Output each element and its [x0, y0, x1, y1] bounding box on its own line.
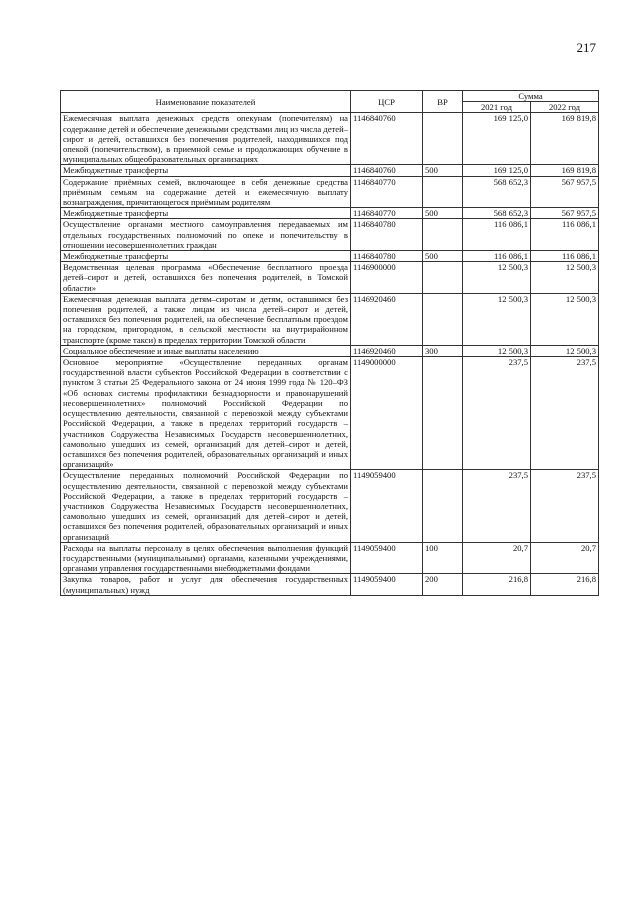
cell-2021: 237,5: [463, 470, 531, 542]
cell-name: Ежемесячная денежная выплата детям–сиротам и детям, оставшимся без попечения родителей, а также лицам из числа детей–сирот и детей, оставшихся без попечения родителей, на обеспечение бесплатным проездом на городском, пригородном, в сельской местности на внутрирайонном транспорте (кроме такси) в пределах территории Томской области: [61, 293, 351, 345]
cell-2022: 237,5: [531, 470, 599, 542]
cell-name: Социальное обеспечение и иные выплаты населению: [61, 345, 351, 356]
cell-name: Основное мероприятие «Осуществление переданных органам государственной власти субъектов Российской Федерации в соответствии с пунктом 3 статьи 25 Федерального закона от 24 июня 1999 года № 120–ФЗ «Об основах системы профилактики безнадзорности и правонарушений несовершеннолетних» полномочий Российской Федерации по осуществлению деятельности, связанной с перевозкой между субъектами Российской Федерации, а также в пределах территорий государств – участников Содружества Независимых Государств несовершеннолетних, самовольно ушедших из семей, организаций для детей–сирот и детей, оставшихся без попечения родителей, образовательных организаций и иных организаций»: [61, 357, 351, 470]
cell-2021: 12 500,3: [463, 345, 531, 356]
cell-2021: 12 500,3: [463, 262, 531, 294]
cell-2022: 20,7: [531, 542, 599, 574]
cell-csr: 1149059400: [351, 542, 423, 574]
cell-vr: 200: [423, 574, 463, 595]
cell-2022: 216,8: [531, 574, 599, 595]
table-row: [61, 165, 599, 176]
cell-csr: 1149000000: [351, 357, 423, 470]
cell-2021: 568 652,3: [463, 176, 531, 208]
cell-2022: 12 500,3: [531, 293, 599, 345]
cell-csr: 1146840760: [351, 113, 423, 165]
cell-vr: [423, 293, 463, 345]
cell-vr: 100: [423, 542, 463, 574]
cell-vr: 500: [423, 251, 463, 262]
cell-vr: [423, 219, 463, 251]
cell-name: Закупка товаров, работ и услуг для обеспечения государственных (муниципальных) нужд: [61, 574, 351, 595]
table-row: [61, 219, 599, 251]
cell-2021: 116 086,1: [463, 219, 531, 251]
cell-name: Расходы на выплаты персоналу в целях обеспечения выполнения функций государственными (муниципальными) органами, казенными учреждениями, органами управления государственными внебюджетными фондами: [61, 542, 351, 574]
cell-vr: 500: [423, 165, 463, 176]
cell-name: Осуществление переданных полномочий Российской Федерации по осуществлению деятельности, связанной с перевозкой между субъектами Российской Федерации, а также в пределах территорий государств – участников Содружества Независимых Государств несовершеннолетних, самовольно ушедших из семей, организаций для детей–сирот и детей, оставшихся без попечения родителей, образовательных организаций и иных организаций: [61, 470, 351, 542]
cell-2021: 216,8: [463, 574, 531, 595]
cell-vr: [423, 176, 463, 208]
cell-name: Осуществление органами местного самоуправления передаваемых им отдельных государственных полномочий по опеке и попечительству в отношении несовершеннолетних граждан: [61, 219, 351, 251]
cell-csr: 1149059400: [351, 574, 423, 595]
cell-name: Межбюджетные трансферты: [61, 251, 351, 262]
cell-2021: 116 086,1: [463, 251, 531, 262]
cell-csr: 1146900000: [351, 262, 423, 294]
cell-2022: 169 819,8: [531, 165, 599, 176]
cell-name: Ведомственная целевая программа «Обеспечение бесплатного проезда детей–сирот и детей, оставшихся без попечения родителей, в Томской области»: [61, 262, 351, 294]
cell-csr: 1146920460: [351, 293, 423, 345]
header-vr: ВР: [423, 91, 463, 113]
cell-2022: 567 957,5: [531, 176, 599, 208]
cell-2021: 169 125,0: [463, 165, 531, 176]
cell-2021: 12 500,3: [463, 293, 531, 345]
table-row: [61, 542, 599, 574]
cell-csr: 1146840770: [351, 208, 423, 219]
cell-2021: 169 125,0: [463, 113, 531, 165]
header-name: Наименование показателей: [61, 91, 351, 113]
table-body: [61, 113, 599, 595]
cell-2022: 237,5: [531, 357, 599, 470]
cell-name: Ежемесячная выплата денежных средств опекунам (попечителям) на содержание детей и обеспечение денежными средствами лиц из числа детей–сирот и детей, оставшихся без попечения родителей, находившихся под опекой (попечительством), в приемной семье и продолжающих обучение в муниципальных общеобразовательных организациях: [61, 113, 351, 165]
cell-vr: 500: [423, 208, 463, 219]
cell-name: Межбюджетные трансферты: [61, 208, 351, 219]
cell-name: Межбюджетные трансферты: [61, 165, 351, 176]
table-row: [61, 251, 599, 262]
cell-2021: 20,7: [463, 542, 531, 574]
cell-vr: [423, 262, 463, 294]
cell-csr: 1146840780: [351, 219, 423, 251]
cell-csr: 1146840780: [351, 251, 423, 262]
page-number: 217: [576, 40, 596, 55]
cell-2022: 567 957,5: [531, 208, 599, 219]
cell-2022: 116 086,1: [531, 251, 599, 262]
cell-csr: 1146920460: [351, 345, 423, 356]
table-row: [61, 113, 599, 165]
cell-csr: 1146840770: [351, 176, 423, 208]
cell-2022: 12 500,3: [531, 345, 599, 356]
table-row: [61, 357, 599, 470]
cell-2022: 116 086,1: [531, 219, 599, 251]
header-sum: Сумма: [463, 91, 599, 102]
header-year-2021: 2021 год: [463, 102, 531, 113]
cell-2022: 12 500,3: [531, 262, 599, 294]
table-row: [61, 176, 599, 208]
cell-vr: [423, 470, 463, 542]
table-row: [61, 574, 599, 595]
header-csr: ЦСР: [351, 91, 423, 113]
cell-csr: 1146840760: [351, 165, 423, 176]
cell-name: Содержание приёмных семей, включающее в себя денежные средства приёмным семьям на содержание детей и ежемесячную выплату вознаграждения, причитающегося приёмным родителям: [61, 176, 351, 208]
table-header: [61, 91, 599, 113]
table-row: [61, 345, 599, 356]
cell-vr: [423, 113, 463, 165]
table-row: [61, 208, 599, 219]
cell-2022: 169 819,8: [531, 113, 599, 165]
cell-2021: 237,5: [463, 357, 531, 470]
header-year-2022: 2022 год: [531, 102, 599, 113]
table-row: [61, 262, 599, 294]
cell-2021: 568 652,3: [463, 208, 531, 219]
table-row: [61, 293, 599, 345]
cell-vr: 300: [423, 345, 463, 356]
table-row: [61, 470, 599, 542]
budget-table: [60, 90, 599, 596]
cell-vr: [423, 357, 463, 470]
cell-csr: 1149059400: [351, 470, 423, 542]
